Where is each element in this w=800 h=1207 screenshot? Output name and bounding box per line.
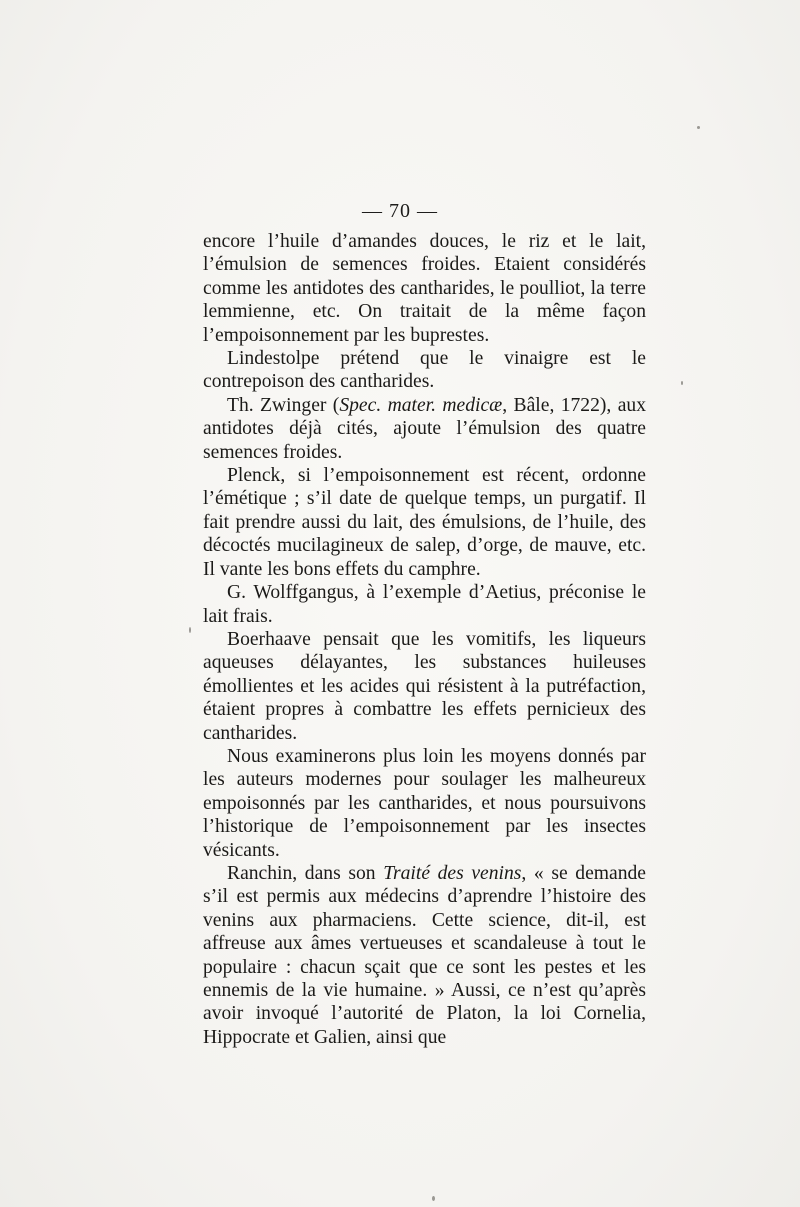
paper-speck	[681, 381, 683, 385]
paragraph	[203, 347, 646, 394]
paragraph-text: Nous examinerons plus loin les moyens donnés par les auteurs modernes pour soulager les malheureux empoisonnés par les cantharides, et nous poursuivons l’historique de l’empoisonnement par les insectes vésicants.	[203, 745, 646, 861]
paper-speck	[697, 126, 700, 129]
page-number: — 70 —	[362, 200, 438, 222]
paragraph-text: Plenck, si l’empoisonnement est récent, ordonne l’émétique ; s’il date de quelque temps, un purgatif. Il fait prendre aussi du lait, des émulsions, de l’huile, des décoctés mucilagineux de salep, d’orge, de mauve, etc. Il vante les bons effets du camphre.	[203, 465, 646, 580]
paragraph	[203, 581, 646, 628]
paragraph-text: G. Wolffgangus, à l’exemple d’Aetius, préconise le lait frais.	[203, 582, 646, 627]
paragraph-text: , Bâle, 1722), aux antidotes déjà cités, ajoute l’émulsion des quatre semences froides.	[203, 394, 646, 463]
book-title: Traité des venins	[383, 862, 522, 884]
paragraph-text: Boerhaave pensait que les vomitifs, les liqueurs aqueuses délayantes, les substances huileuses émollientes et les acides qui résistent à la putréfaction, étaient propres à combattre les effets pernicieux des cantharides.	[203, 628, 646, 744]
paragraph-text: Lindestolpe prétend que le vinaigre est le contrepoison des cantharides.	[203, 348, 646, 393]
paper-speck	[189, 627, 191, 633]
paragraph	[203, 230, 646, 347]
paragraph-text: Ranchin, dans son	[227, 862, 384, 884]
paper-speck	[432, 1196, 435, 1201]
paragraph	[203, 464, 646, 581]
paragraph	[203, 745, 646, 862]
paragraph	[203, 628, 646, 745]
paragraph	[203, 862, 646, 1049]
paragraph	[203, 394, 646, 464]
paragraph-text: Th. Zwinger (	[227, 394, 340, 416]
paragraph-text: encore l’huile d’amandes douces, le riz et le lait, l’émulsion de semences froides. Etaient considérés comme les antidotes des cantharides, le poulliot, la terre lemmienne, etc. On traitait de la même façon l’empoisonnement par les buprestes.	[203, 231, 646, 346]
paragraph-text: , « se demande s’il est permis aux médecins d’aprendre l’histoire des venins aux pharmaciens. Cette science, dit-il, est affreuse aux âmes vertueuses et scandaleuse à tout le populaire : chacun sçait que ce sont les pestes et les ennemis de la vie humaine. » Aussi, ce n’est qu’après avoir invoqué l’autorité de Platon, la loi Cornelia, Hippocrate et Galien, ainsi que	[203, 862, 647, 1048]
book-title: Spec. mater. medicæ	[339, 394, 503, 416]
body-text	[203, 230, 646, 1049]
